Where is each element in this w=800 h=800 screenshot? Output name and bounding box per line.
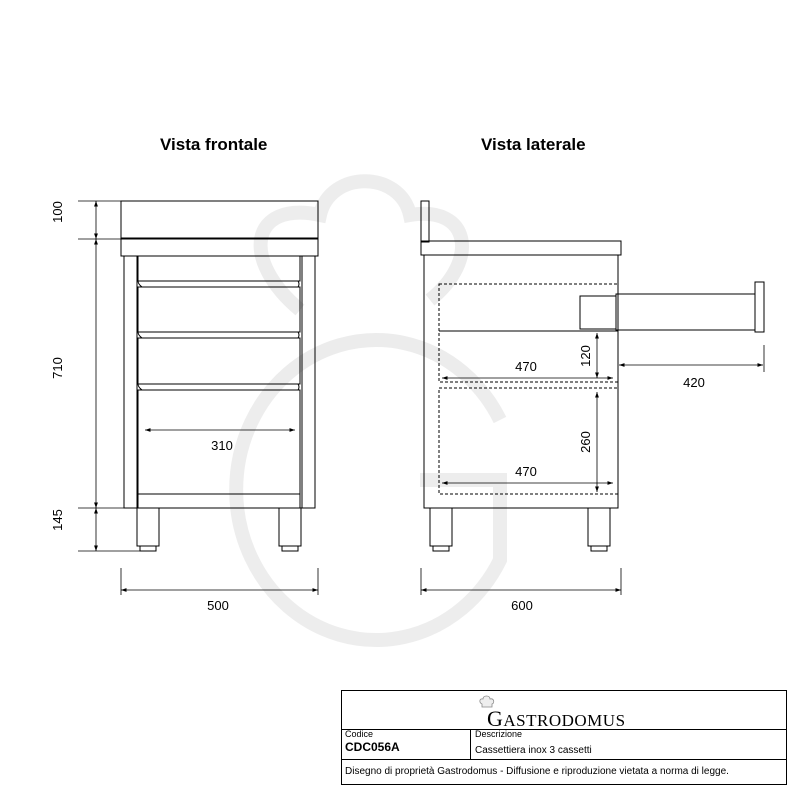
side-drawer-depth-1-label: 470 xyxy=(515,359,537,374)
front-leg-right xyxy=(279,508,301,546)
side-drawer-height-2-label: 260 xyxy=(578,431,593,453)
front-top-height-label: 100 xyxy=(50,201,65,223)
side-drawer-height-1-label: 120 xyxy=(578,345,593,367)
side-total-depth-label: 600 xyxy=(511,598,533,613)
description-label: Descrizione xyxy=(475,729,523,739)
side-drawer-extended xyxy=(616,294,755,330)
front-view-title: Vista frontale xyxy=(160,135,268,154)
front-plinth xyxy=(138,494,300,508)
title-block-info-row xyxy=(342,729,786,760)
side-drawer-extended-handle xyxy=(755,282,764,332)
title-block-logo-row xyxy=(342,691,786,730)
front-leg-left xyxy=(137,508,159,546)
front-leg-height-label: 145 xyxy=(50,509,65,531)
code-cell xyxy=(342,729,471,759)
brand-rest: ASTRODOMUS xyxy=(503,711,626,730)
front-top-edge xyxy=(121,238,318,256)
side-drawer-depth-2-label: 470 xyxy=(515,464,537,479)
side-drawer-1-dashed xyxy=(439,284,618,331)
gastrodomus-watermark-icon xyxy=(236,181,500,640)
copyright-notice: Disegno di proprietà Gastrodomus - Diffusione e riproduzione vietata a norma di legge. xyxy=(345,766,729,777)
code-value: CDC056A xyxy=(345,740,400,754)
front-body-height-label: 710 xyxy=(50,357,65,379)
side-top xyxy=(421,241,621,255)
front-drawer-2-handle xyxy=(138,332,299,338)
code-label: Codice xyxy=(345,729,374,739)
side-view-title: Vista laterale xyxy=(481,135,586,154)
side-leg-right xyxy=(588,508,610,546)
front-drawer-width-label: 310 xyxy=(211,438,233,453)
brand-initial: G xyxy=(487,706,504,731)
title-block xyxy=(341,690,787,785)
front-total-width-label: 500 xyxy=(207,598,229,613)
side-drawer-extension-label: 420 xyxy=(683,375,705,390)
description-value: Cassettiera inox 3 cassetti xyxy=(475,745,592,756)
side-leg-left xyxy=(430,508,452,546)
side-drawer-front-extended xyxy=(580,296,616,329)
front-dimensions xyxy=(78,201,318,595)
